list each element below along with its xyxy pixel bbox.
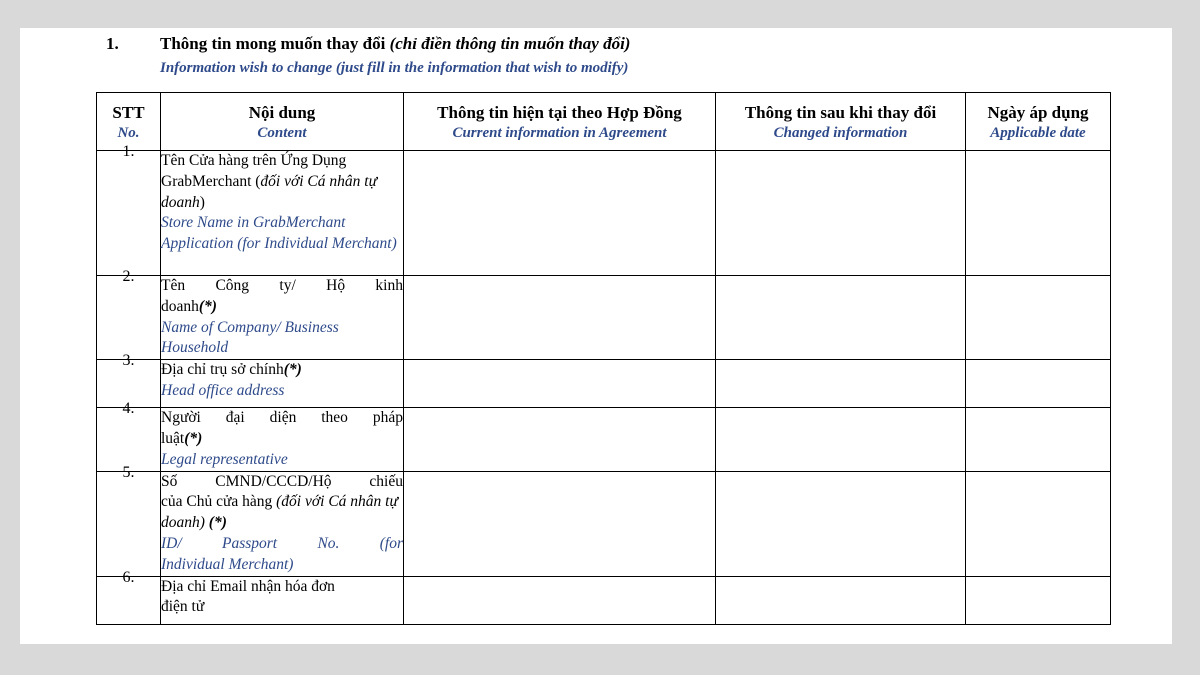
- header-content: Nội dung Content: [161, 93, 404, 151]
- row-content: Tên Công ty/ Hộ kinh doanh(*) Name of Company/ Business Household: [161, 276, 404, 360]
- section-number: 1.: [106, 34, 119, 53]
- row-content: Số CMND/CCCD/Hộ chiếu của Chủ cửa hàng (đối với Cá nhân tự doanh) (*) ID/ Passport No. (for Individual Merchant): [161, 471, 404, 576]
- row-content: Người đại diện theo pháp luật(*) Legal representative: [161, 408, 404, 471]
- current-info-cell[interactable]: [404, 151, 716, 276]
- applicable-date-cell[interactable]: [966, 408, 1111, 471]
- applicable-date-cell[interactable]: [966, 276, 1111, 360]
- changed-info-cell[interactable]: [716, 471, 966, 576]
- table-row: [97, 471, 1111, 576]
- row-number: 3.: [97, 360, 161, 408]
- table-row: [97, 360, 1111, 408]
- current-info-cell[interactable]: [404, 576, 716, 624]
- row-number: 1.: [97, 151, 161, 276]
- header-applicable-date: Ngày áp dụng Applicable date: [966, 93, 1111, 151]
- applicable-date-cell[interactable]: [966, 471, 1111, 576]
- applicable-date-cell[interactable]: [966, 360, 1111, 408]
- changed-info-cell[interactable]: [716, 151, 966, 276]
- row-content: Địa chỉ trụ sở chính(*) Head office address: [161, 360, 404, 408]
- changed-info-cell[interactable]: [716, 360, 966, 408]
- section-subtitle-en: Information wish to change (just fill in the information that wish to modify): [160, 60, 629, 76]
- table-row: [97, 408, 1111, 471]
- section-title-note: (chỉ điền thông tin muốn thay đổi): [389, 34, 631, 53]
- row-content: Địa chỉ Email nhận hóa đơn điện tử: [161, 576, 404, 624]
- changed-info-cell[interactable]: [716, 276, 966, 360]
- section-heading: [106, 34, 630, 54]
- current-info-cell[interactable]: [404, 408, 716, 471]
- row-number: 4.: [97, 408, 161, 471]
- header-current-info: Thông tin hiện tại theo Hợp Đồng Current information in Agreement: [404, 93, 716, 151]
- applicable-date-cell[interactable]: [966, 576, 1111, 624]
- changed-info-cell[interactable]: [716, 408, 966, 471]
- header-changed-info: Thông tin sau khi thay đổi Changed information: [716, 93, 966, 151]
- table-header-row: [97, 93, 1111, 151]
- changed-info-cell[interactable]: [716, 576, 966, 624]
- row-number: 2.: [97, 276, 161, 360]
- current-info-cell[interactable]: [404, 471, 716, 576]
- section-title: Thông tin mong muốn thay đổi: [160, 34, 386, 53]
- row-number: 5.: [97, 471, 161, 576]
- change-request-table: [96, 92, 1111, 625]
- current-info-cell[interactable]: [404, 276, 716, 360]
- applicable-date-cell[interactable]: [966, 151, 1111, 276]
- row-content: Tên Cửa hàng trên Ứng Dụng GrabMerchant (đối với Cá nhân tự doanh) Store Name in GrabMerchant Application (for Individual Merchant): [161, 151, 404, 276]
- current-info-cell[interactable]: [404, 360, 716, 408]
- table-row: [97, 151, 1111, 276]
- table-row: [97, 276, 1111, 360]
- row-number: 6.: [97, 576, 161, 624]
- table-row: [97, 576, 1111, 624]
- header-no: STT No.: [97, 93, 161, 151]
